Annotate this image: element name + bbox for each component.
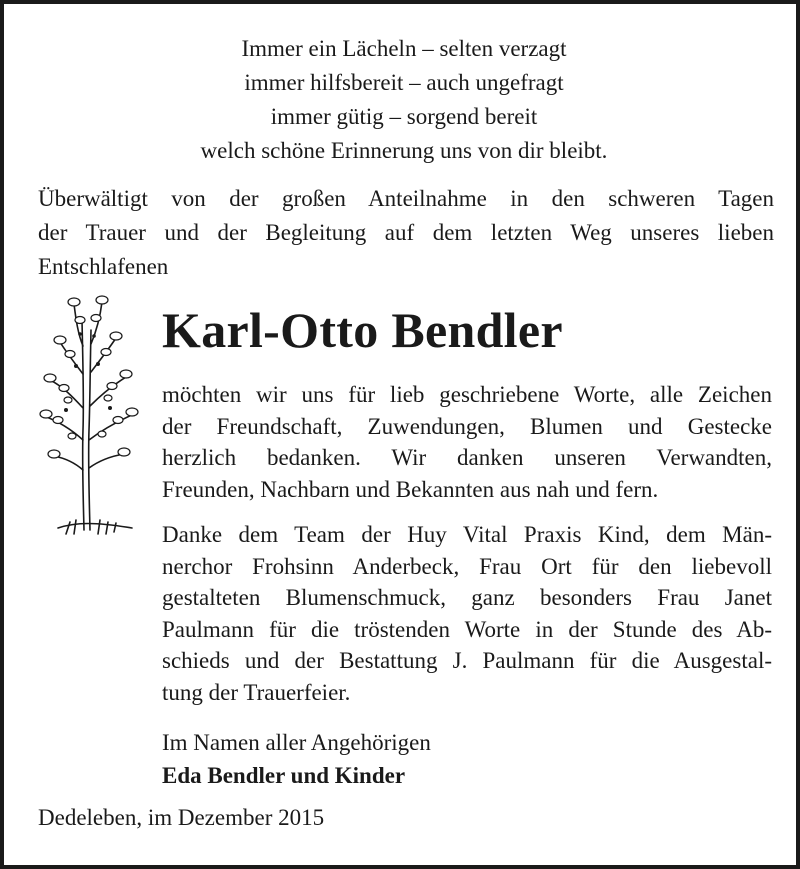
tree-icon [36, 290, 140, 538]
poem-line: Immer ein Lächeln – selten verzagt [241, 36, 567, 61]
thanks-paragraph [162, 379, 772, 505]
intro-line: Überwältigt von der großen Anteilnahme in den schweren Tagen [38, 186, 774, 211]
paragraph-line: Paulmann für die tröstenden Worte in der Stunde des Ab- [162, 616, 772, 642]
paragraph-line: Freunden, Nachbarn und Bekannten aus nah und fern. [162, 476, 659, 502]
paragraph-line: der Freundschaft, Zuwendungen, Blumen und Gestecke [162, 413, 772, 439]
poem-line: welch schöne Erinnerung uns von dir bleibt. [200, 138, 608, 163]
poem-line: immer hilfsbereit – auch ungefragt [244, 70, 564, 95]
intro-text [38, 182, 774, 284]
paragraph-line: Danke dem Team der Huy Vital Praxis Kind, dem Män- [162, 522, 772, 547]
team-paragraph [162, 519, 772, 708]
paragraph-line: schieds und der Bestattung J. Paulmann für die Ausgestal- [162, 648, 772, 673]
signature-line: Im Namen aller Angehörigen [162, 730, 431, 755]
poem-line: immer gütig – sorgend bereit [270, 104, 538, 129]
paragraph-line: herzlich bedanken. Wir danken unseren Verwandten, [162, 445, 772, 470]
signature-names: Eda Bendler und Kinder [162, 763, 406, 788]
paragraph-line: tung der Trauerfeier. [162, 679, 351, 705]
paragraph-line: nerchor Frohsinn Anderbeck, Frau Ort für den liebevoll [162, 553, 772, 579]
intro-line: der Trauer und der Begleitung auf dem letzten Weg unseres lieben [38, 220, 774, 245]
deceased-name: Karl-Otto Bendler [162, 302, 563, 358]
poem [4, 32, 800, 168]
place-date: Dedeleben, im Dezember 2015 [38, 805, 325, 830]
intro-line: Entschlafenen [38, 254, 169, 279]
signature [162, 726, 431, 792]
paragraph-line: möchten wir uns für lieb geschriebene Worte, alle Zeichen [162, 382, 772, 407]
paragraph-line: gestalteten Blumenschmuck, ganz besonders Frau Janet [162, 585, 772, 610]
